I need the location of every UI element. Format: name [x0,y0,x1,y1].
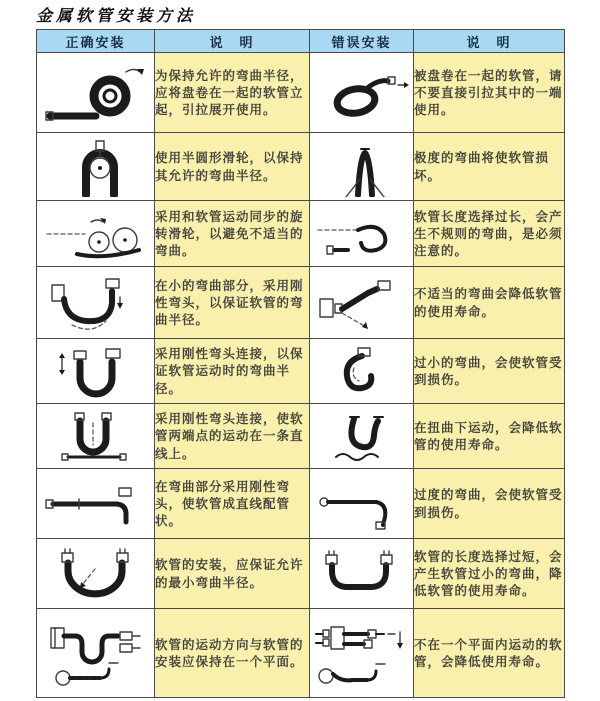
correct-description: 软管的安装，应保证允许的最小弯曲半径。 [155,539,310,609]
wrong-description: 不在一个平面内运动的软管，会降低使用寿命。 [414,609,565,698]
wrong-description: 被盘卷在一起的软管，请不要直接引拉其中的一端使用。 [414,53,565,133]
table-row [37,53,565,133]
u-hose-ends-moving-in-line-icon [40,409,152,463]
hose-with-too-small-bend-icon [312,344,412,398]
hose-overbent-at-end-icon [312,476,412,532]
wrong-description: 过小的弯曲，会使软管受到损伤。 [414,339,565,404]
wrong-illustration-cell [310,133,414,201]
correct-description: 在弯曲部分采用刚性弯头，使软管成直线配管状。 [155,469,310,539]
correct-illustration-cell [37,201,155,267]
header-wrong-explanation: 说 明 [414,30,565,53]
hose-installed-in-one-plane-icon [39,614,153,692]
header-correct-install: 正确安装 [37,30,155,53]
hose-over-semicircular-pulley-icon [46,137,146,197]
hoses-moving-out-of-plane-icon [312,614,412,692]
hose-moving-under-twist-icon [312,409,412,463]
table-row [37,201,565,267]
overlong-hose-irregular-loop-icon [312,208,412,260]
table-row [37,133,565,201]
wrong-illustration-cell [310,201,414,267]
wrong-illustration-cell [310,609,414,698]
correct-description: 采用刚性弯头连接，使软管两端点的运动在一条直线上。 [155,404,310,469]
page-title: 金属软管安装方法 [36,6,197,25]
table-row [37,609,565,698]
wrong-illustration-cell [310,339,414,404]
correct-illustration-cell [37,133,155,201]
wrong-illustration-cell [310,404,414,469]
hose-with-synchronized-rotating-pulleys-icon [39,208,153,260]
correct-illustration-cell [37,267,155,339]
installation-table [36,29,565,698]
hose-bent-sharply-at-fitting-icon [312,273,412,333]
correct-illustration-cell [37,53,155,133]
u-hose-minimum-bend-radius-icon [40,545,152,603]
table-row [37,339,565,404]
correct-description: 软管的运动方向与软管的安装应保持在一个平面。 [155,609,310,698]
u-hose-with-rigid-elbow-connections-icon [44,344,148,398]
correct-description: 使用半圆形滑轮，以保持其允许的弯曲半径。 [155,133,310,201]
wrong-illustration-cell [310,53,414,133]
wrong-description: 在扭曲下运动，会降低软管的使用寿命。 [414,404,565,469]
wrong-illustration-cell [310,267,414,339]
correct-description: 为保持允许的弯曲半径，应将盘卷在一起的软管立起，引拉展开使用。 [155,53,310,133]
correct-illustration-cell [37,539,155,609]
wrong-illustration-cell [310,539,414,609]
correct-description: 在小的弯曲部分，采用刚性弯头，以保证软管的弯曲半径。 [155,267,310,339]
correct-illustration-cell [37,609,155,698]
too-short-hose-flattened-bend-icon [312,545,412,603]
header-wrong-install: 错误安装 [310,30,414,53]
wrong-description: 极度的弯曲将使软管损坏。 [414,133,565,201]
table-row [37,469,565,539]
wrong-description: 软管的长度选择过短，会产生软管过小的弯曲，降低软管的使用寿命。 [414,539,565,609]
header-row [37,30,565,53]
wrong-description: 软管长度选择过长，会产生不规则的弯曲，是必须注意的。 [414,201,565,267]
table-row [37,404,565,469]
coiled-hose-stood-up-unrolled-icon [40,60,152,126]
table-row [37,539,565,609]
correct-illustration-cell [37,469,155,539]
hose-folded-sharply-icon [312,137,412,197]
correct-description: 采用刚性弯头连接，以保证软管运动时的弯曲半径。 [155,339,310,404]
wrong-illustration-cell [310,469,414,539]
table-row [37,267,565,339]
coiled-hose-end-pulled-icon [312,65,412,121]
correct-illustration-cell [37,339,155,404]
correct-description: 采用和软管运动同步的旋转滑轮，以避免不适当的弯曲。 [155,201,310,267]
straight-hose-with-rigid-elbow-icon [39,476,153,532]
wrong-description: 过度的弯曲，会使软管受到损伤。 [414,469,565,539]
header-correct-explanation: 说 明 [155,30,310,53]
wrong-description: 不适当的弯曲会降低软管的使用寿命。 [414,267,565,339]
rigid-elbow-at-small-bend-icon [40,273,152,333]
correct-illustration-cell [37,404,155,469]
